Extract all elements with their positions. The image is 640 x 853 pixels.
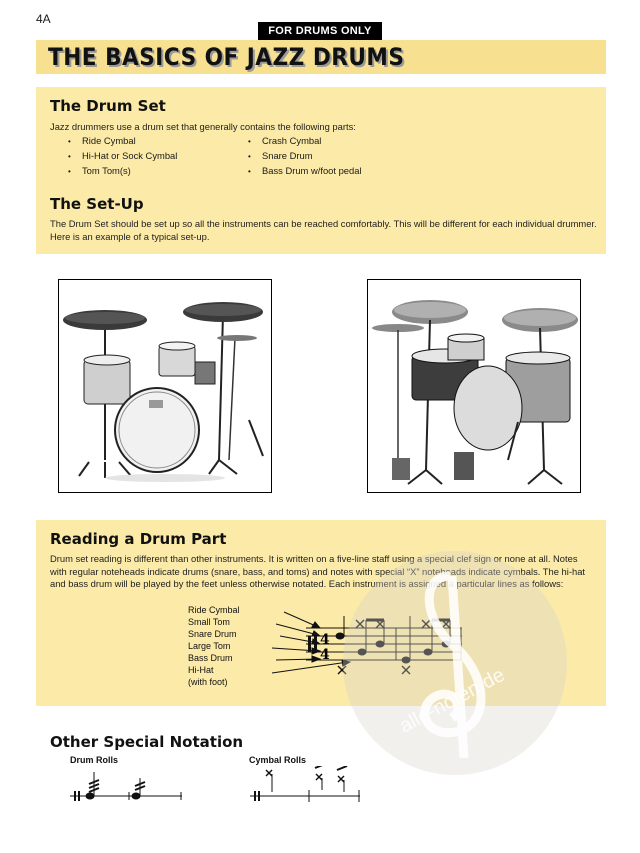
label-with-foot: (with foot) — [188, 677, 228, 687]
setup-text — [50, 218, 602, 243]
page-number: 4A — [36, 12, 51, 26]
list-item: • Ride Cymbal — [68, 134, 177, 149]
reading-text-line: Drum set reading is different than other instruments. It is written on a five-line staff using a special clef sign or none at all. Notes — [50, 553, 578, 564]
label-snare-drum: Snare Drum — [188, 629, 237, 639]
drum-kit-illustration — [59, 280, 271, 492]
svg-text:4: 4 — [320, 632, 330, 648]
page-title: THE BASICS OF JAZZ DRUMS — [48, 43, 405, 71]
label-large-tom: Large Tom — [188, 641, 231, 651]
drum-set-panel — [36, 87, 606, 254]
list-item: • Bass Drum w/foot pedal — [248, 164, 362, 179]
parts-list-left — [68, 134, 177, 179]
setup-text-line: The Drum Set should be set up so all the instruments can be reached comfortably. This will be different for each individual drummer. — [50, 218, 597, 229]
reading-heading: Reading a Drum Part — [50, 530, 227, 548]
drum-rolls-label: Drum Rolls — [70, 755, 119, 765]
drum-set-photo-side — [367, 279, 581, 493]
drum-kit-illustration — [368, 280, 580, 492]
setup-text-line: Here is an example of a typical set-up. — [50, 230, 210, 242]
drum-set-photo-front — [58, 279, 272, 493]
cymbal-rolls-label: Cymbal Rolls — [249, 755, 307, 765]
label-small-tom: Small Tom — [188, 617, 230, 627]
list-item: • Tom Tom(s) — [68, 164, 177, 179]
other-notation-heading: Other Special Notation — [50, 733, 244, 751]
title-band — [36, 40, 606, 74]
svg-text:4: 4 — [320, 647, 330, 663]
reading-text-line: and bass drum will be played by the feet unless otherwise notated. Each instrument is assigned a particular lines as follows: — [50, 578, 564, 590]
reading-text-line: with regular noteheads indicate drums (snare, bass, and toms) and notes with special “X” noteheads indicate cymbals. The hi-hat — [50, 565, 586, 577]
staff-labels — [188, 604, 240, 688]
label-hi-hat: Hi-Hat — [188, 665, 214, 675]
setup-heading: The Set-Up — [50, 195, 144, 213]
list-item: • Hi-Hat or Sock Cymbal — [68, 149, 177, 164]
label-ride-cymbal: Ride Cymbal — [188, 605, 240, 615]
special-notation-staves — [66, 766, 366, 808]
drum-set-heading: The Drum Set — [50, 97, 166, 115]
parts-list-right — [248, 134, 362, 179]
watermark-text: alle-noten.de — [395, 663, 509, 738]
label-bass-drum: Bass Drum — [188, 653, 233, 663]
header-tab: FOR DRUMS ONLY — [258, 22, 382, 40]
watermark-seal — [340, 548, 570, 778]
list-item: • Crash Cymbal — [248, 134, 362, 149]
drum-set-intro: Jazz drummers use a drum set that generally contains the following parts: — [50, 121, 356, 132]
list-item: • Snare Drum — [248, 149, 362, 164]
